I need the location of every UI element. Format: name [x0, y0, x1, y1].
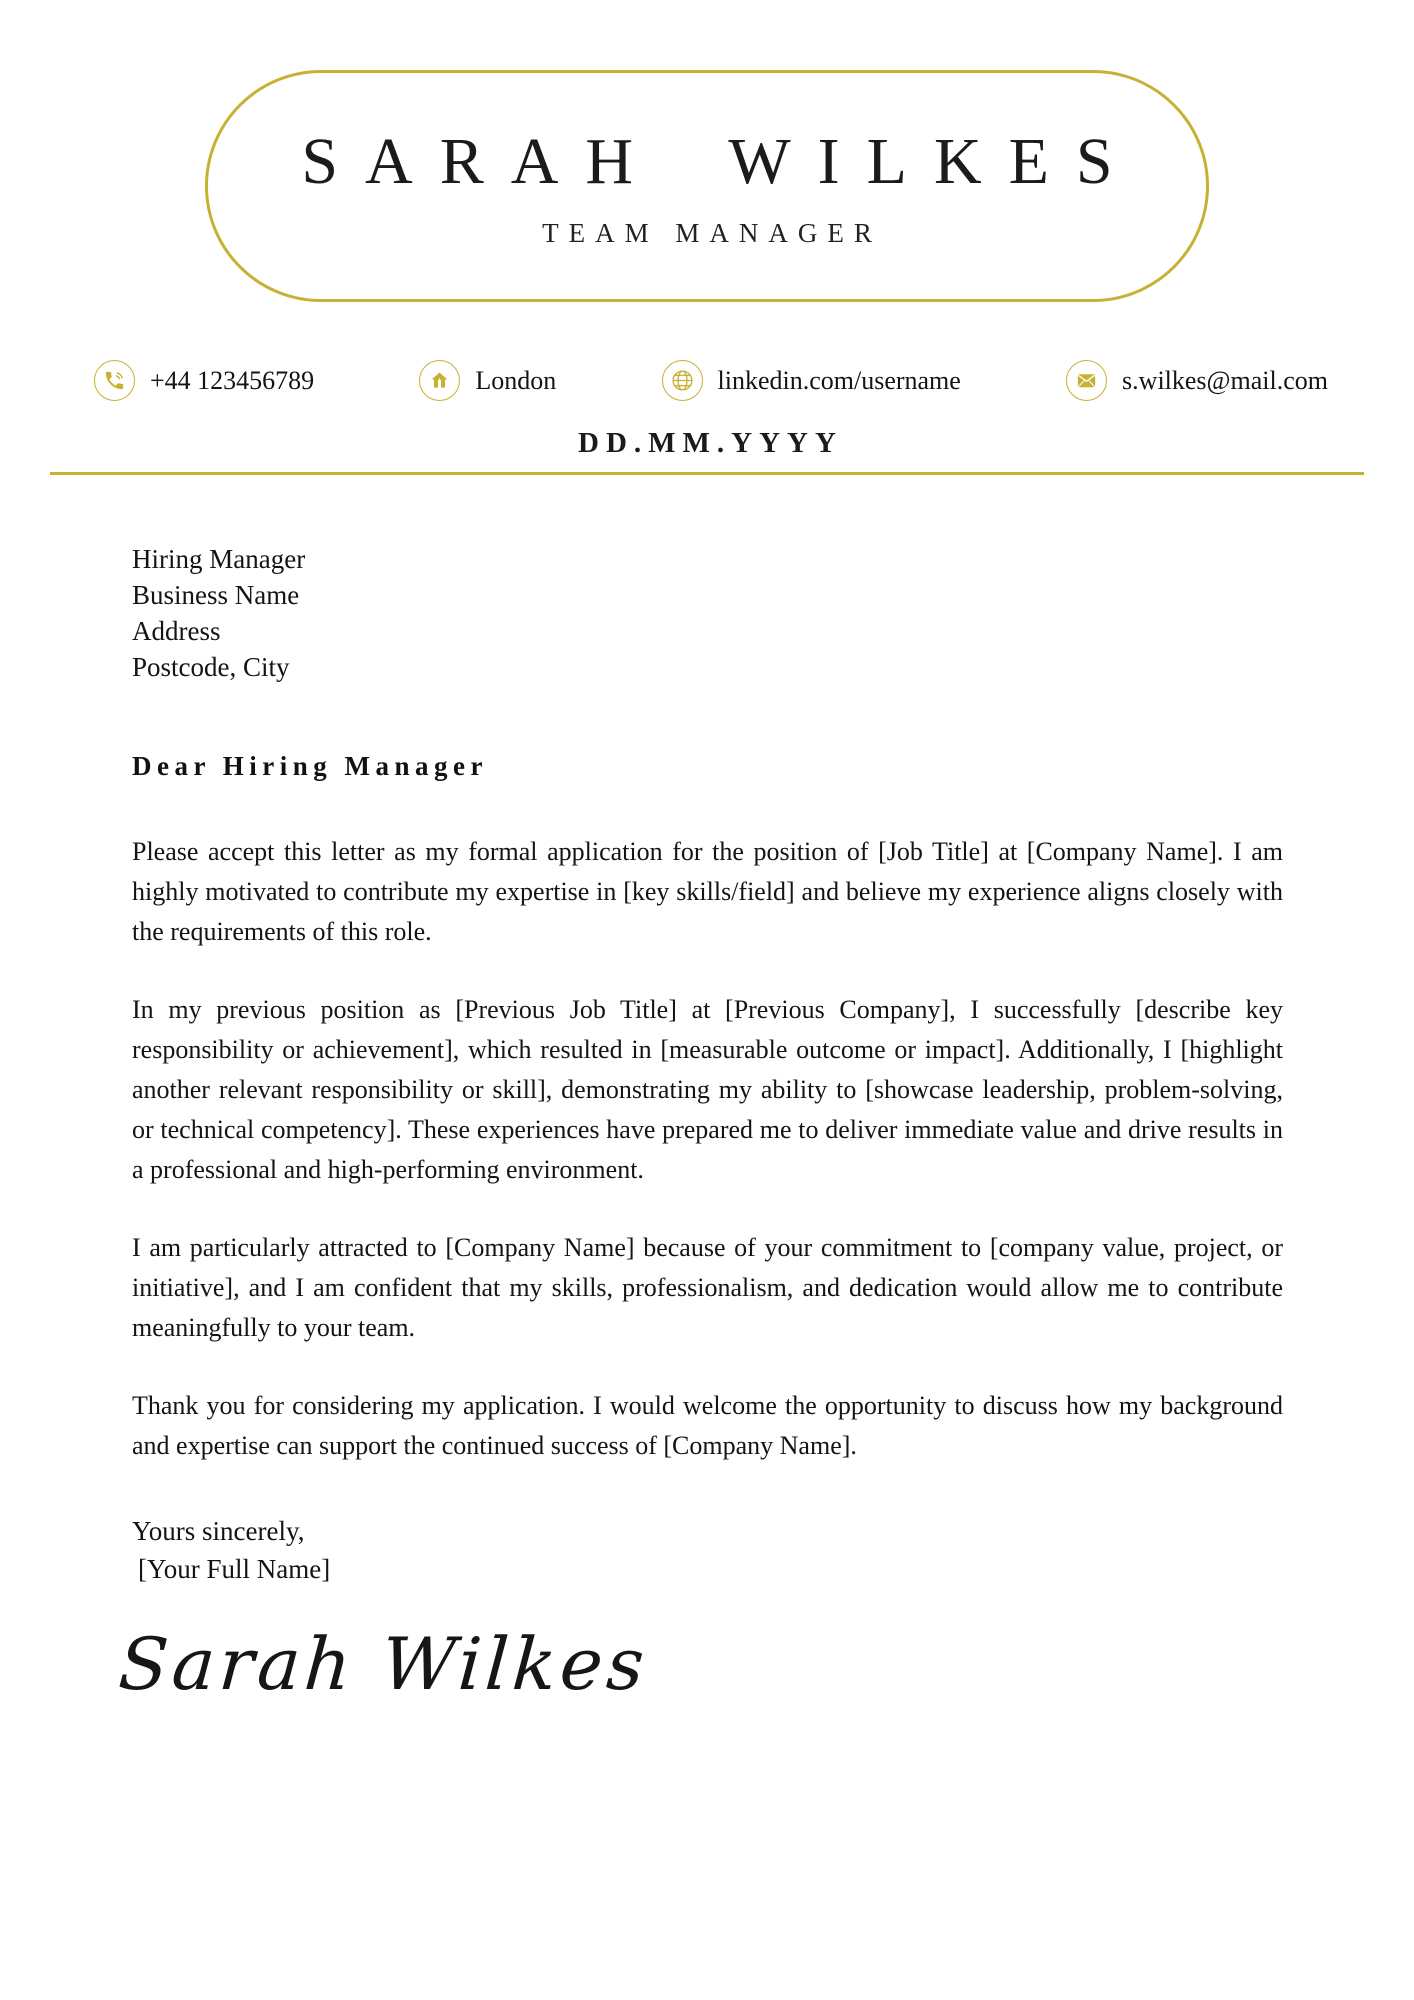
header-pill	[205, 70, 1209, 302]
name-placeholder: [Your Full Name]	[138, 1554, 331, 1584]
home-icon	[419, 360, 460, 401]
valediction: Yours sincerely,	[132, 1516, 305, 1546]
signature: Sarah Wilkes	[116, 1622, 651, 1706]
contact-item-linkedin	[662, 360, 961, 401]
letter-date: DD.MM.YYYY	[578, 427, 843, 459]
applicant-name: SARAH WILKES	[301, 124, 1140, 198]
email-text: s.wilkes@mail.com	[1122, 365, 1328, 395]
envelope-icon	[1066, 360, 1107, 401]
contact-item-email	[1066, 360, 1328, 401]
recipient-line: Business Name	[132, 580, 300, 610]
recipient-block	[132, 541, 1283, 685]
closing-block	[132, 1512, 1283, 1588]
contact-item-location	[419, 360, 556, 401]
recipient-line: Hiring Manager	[132, 544, 306, 574]
recipient-line: Postcode, City	[132, 652, 290, 682]
contact-row	[94, 360, 1328, 401]
body-paragraph-1: Please accept this letter as my formal application for the position of [Job Title] at [Company Name]. I am highly motivated to contribute my expertise in [key skills/field] and believe my experience aligns closely with the requirements of this role.	[132, 837, 1283, 946]
body-paragraph-3: I am particularly attracted to [Company Name] because of your commitment to [company value, project, or initiative], and I am confident that my skills, professionalism, and dedication would allow me to contribute meaningfully to your team.	[132, 1233, 1283, 1342]
applicant-role: TEAM MANAGER	[542, 217, 882, 248]
body-paragraph-4: Thank you for considering my application. I would welcome the opportunity to discuss how my background and expertise can support the continued success of [Company Name].	[132, 1391, 1283, 1460]
salutation: Dear Hiring Manager	[132, 751, 488, 781]
divider-rule	[50, 472, 1364, 475]
location-text: London	[475, 365, 557, 395]
letter-content	[116, 541, 1283, 1706]
globe-icon	[662, 360, 703, 401]
body-paragraph-2: In my previous position as [Previous Job Title] at [Previous Company], I successfully [describe key responsibility or achievement], which resulted in [measurable outcome or impact]. Additionally, I [highlight another relevant responsibility or skill], demonstrating my ability to [showcase leadership, problem-solving, or technical competency]. These experiences have prepared me to deliver immediate value and drive results in a professional and high-performing environment.	[132, 995, 1283, 1184]
phone-number: +44 123456789	[150, 365, 315, 395]
phone-icon	[94, 360, 135, 401]
linkedin-text: linkedin.com/username	[717, 365, 961, 395]
recipient-line: Address	[132, 616, 221, 646]
contact-item-phone	[94, 360, 314, 401]
